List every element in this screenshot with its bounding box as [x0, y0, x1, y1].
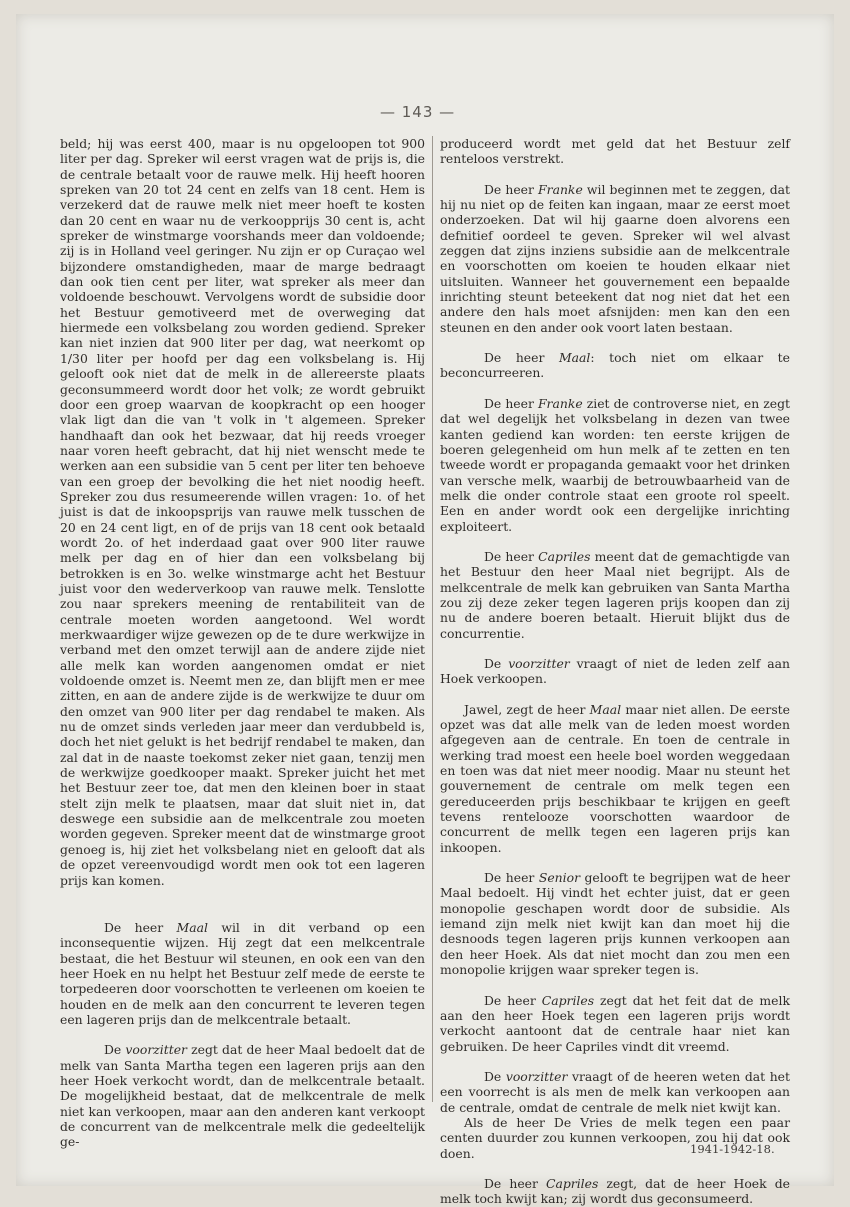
speaker-name: Capriles	[538, 548, 591, 564]
speaker-name: Franke	[537, 395, 583, 411]
paragraph: Jawel, zegt de heer Maal maar niet allen. De eerste opzet was dat alle melk van de leden moest worden afgegeven aan de centrale. En toen de centrale in werking trad moest een heele boel worden weggedaan en toen was dat niet meer noodig. Maar nu steunt het gouvernement de centrale om melk tegen een gereduceerden prijs beschikbaar te krijgen en geeft tevens rentelooze voorschotten waardoor de concurrent de mellk tegen een lageren prijs kan inkoopen.	[440, 701, 790, 855]
paragraph: produceerd wordt met geld dat het Bestuur zelf renteloos verstrekt.	[440, 136, 790, 167]
document-reference: 1941-1942-18.	[690, 1142, 775, 1156]
speaker-name: Capriles	[545, 1175, 599, 1191]
left-column	[60, 136, 425, 1150]
speaker-name: Franke	[538, 181, 583, 197]
paragraph: De voorzitter vraagt of de heeren weten dat het een voorrecht is als men de melk kan verkoopen aan de centrale, omdat de centrale de melk niet kwijt kan.	[440, 1068, 790, 1115]
speaker-name: voorzitter	[508, 655, 570, 671]
paragraph: De heer Capriles zegt, dat de heer Hoek de melk toch kwijt kan; zij wordt dus geconsumeerd.	[440, 1175, 790, 1207]
speaker-name: Capriles	[541, 992, 595, 1008]
paragraph: De heer Capriles zegt dat het feit dat de melk aan den heer Hoek tegen een lageren prijs wordt verkocht aantoont dat de centrale haar niet kan gebruiken. De heer Capriles vindt dit vreemd.	[440, 992, 790, 1054]
speaker-name: Senior	[538, 870, 580, 886]
paragraph: De heer Franke wil beginnen met te zeggen, dat hij nu niet op de feiten kan ingaan, maar ze eerst moet onderzoeken. Dat wil hij gaarne doen alvorens een defnitief oordeel te geven. Spreker wil wel alvast zeggen dat zijns inziens subsidie aan de melkcentrale en voorschotten om koeien te houden elkaar niet uitsluiten. Wanneer het gouvernement een bepaalde inrichting steunt beteekent dat nog niet dat het een andere den hals moet afsnijden: men kan den een steunen en den ander ook voort laten bestaan.	[440, 181, 790, 335]
speaker-name: voorzitter	[125, 1042, 187, 1058]
column-divider	[432, 136, 433, 1102]
speaker-name: voorzitter	[505, 1068, 568, 1084]
speaker-name: Maal	[589, 701, 622, 717]
page-number: — 143 —	[380, 103, 456, 121]
speaker-name: Maal	[558, 350, 591, 366]
paragraph: De heer Capriles meent dat de gemachtigde van het Bestuur den heer Maal niet begrijpt. Als de melkcentrale de melk kan gebruiken van Santa Martha zou zij deze zeker tegen lageren prijs koopen dan zij nu de andere boeren betaalt. Hieruit blijkt dus de concurrentie.	[440, 548, 790, 641]
paragraph: De voorzitter vraagt of niet de leden zelf aan Hoek verkoopen.	[440, 655, 790, 687]
paragraph: De heer Senior gelooft te begrijpen wat de heer Maal bedoelt. Hij vindt het echter juist, dat er geen monopolie geschapen wordt door de subsidie. Als iemand zijn melk niet kwijt kan dan moet hij die desnoods tegen lageren prijs kunnen verkoopen aan den heer Hoek. Als dat niet mocht dan zou men een monopolie krijgen waar spreker tegen is.	[440, 870, 790, 978]
right-column	[440, 136, 790, 1207]
paragraph: De heer Maal wil in dit verband op een inconsequentie wijzen. Hij zegt dat een melkcentrale bestaat, die het Bestuur wil steunen, en ook een van den heer Hoek en nu helpt het Bestuur zelf mede de eerste te torpedeeren door voorschotten te verleenen om koeien te houden en de melk aan den concurrent te leveren tegen een lageren prijs dan de melkcentrale betaalt.	[60, 919, 425, 1027]
paragraph: Als de heer De Vries de melk tegen een paar centen duurder zou kunnen verkoopen, zou hij dat ook doen.	[440, 1114, 790, 1161]
speaker-name: Maal	[176, 919, 208, 935]
paragraph: De heer Maal: toch niet om elkaar te beconcurreeren.	[440, 350, 790, 381]
paragraph: De voorzitter zegt dat de heer Maal bedoelt dat de melk van Santa Martha tegen een lageren prijs aan den heer Hoek verkocht wordt, dan de melkcentrale betaalt. De mogelijkheid bestaat, dat de melkcentrale de melk niet kan verkoopen, maar aan den anderen kant verkoopt de concurrent van de melkcentrale melk die gedeeltelijk ge-	[60, 1042, 425, 1150]
paragraph: De heer Franke ziet de controverse niet, en zegt dat wel degelijk het volksbelang in dezen van twee kanten gediend kan worden: ten eerste krijgen de boeren gelegenheid om hun melk af te zetten en ten tweede wordt er propaganda gemaakt voor het drinken van versche melk, waarbij de betrouwbaarheid van de melk die onder controle staat een groote rol speelt. Een en ander wordt ook een dergelijke inrichting exploiteert.	[440, 395, 790, 534]
paragraph: beld; hij was eerst 400, maar is nu opgeloopen tot 900 liter per dag. Spreker wil eerst vragen wat de prijs is, die de centrale betaalt voor de rauwe melk. Hij heeft hooren spreken van 20 tot 24 cent en zelfs van 18 cent. Hem is verzekerd dat de rauwe melk niet meer hoeft te kosten dan 20 cent en waar nu de verkoopprijs 30 cent is, acht spreker de winstmarge voorshands meer dan voldoende; zij is in Holland veel geringer. Nu zijn er op Curaçao wel bijzondere omstandigheden, maar de marge bedraagt dan ook tien cent per liter, wat spreker als meer dan voldoende beschouwt. Vervolgens wordt de subsidie door het Bestuur gemotiveerd met de overweging dat hiermede een volksbelang zou worden gediend. Spreker kan niet inzien dat 900 liter per dag, wat neerkomt op 1/30 liter per hoofd per dag een volksbelang is. Hij gelooft ook niet dat de melk in de allereerste plaats geconsummeerd wordt door het volk; ze wordt gebruikt door een groep waarvan de koopkracht op een hooger vlak ligt dan die van 't volk in 't algemeen. Spreker handhaaft dan ook het bezwaar, dat hij reeds vroeger naar voren heeft gebracht, dat hij niet wenscht mede te werken aan een subsidie van 5 cent per liter ten behoeve van een groep der bevolking die het niet noodig heeft. Spreker zou dus resumeerende willen vragen: 1o. of het juist is dat de inkoopsprijs van rauwe melk tusschen de 20 en 24 cent ligt, en of de prijs van 18 cent ook betaald wordt 2o. of het inderdaad gaat over 900 liter rauwe melk per dag en of hier dan een volksbelang bij betrokken is en 3o. welke winstmarge acht het Bestuur juist voor den wederverkoop van rauwe melk. Tenslotte zou naar sprekers meening de rentabiliteit van de centrale moeten worden aangetoond. Wel wordt merkwaardiger wijze gewezen op de te dure werkwijze in verband met den omzet terwijl aan de andere zijde niet alle melk kan worden aangenomen omdat er niet voldoende omzet is. Neemt men ze, dan blijft men er mee zitten, en aan de andere zijde is de werkwijze te duur om den omzet van 900 liter per dag rendabel te maken. Als nu de omzet sinds verleden jaar meer dan verdubbeld is, doch het niet gelukt is het bedrijf rendabel te maken, dan zal dat in de naaste toekomst zeker niet gaan, tenzij men de werkwijze goedkooper maakt. Spreker juicht het met het Bestuur zeer toe, dat men den kleinen boer in staat stelt zijn melk te plaatsen, maar dat sluit niet in, dat deswege een subsidie aan de melkcentrale zou moeten worden gegeven. Spreker meent dat de winstmarge groot genoeg is, hij ziet het volksbelang niet en gelooft dat als de opzet vereenvoudigd wordt men ook tot een lageren prijs kan komen.	[60, 136, 425, 888]
